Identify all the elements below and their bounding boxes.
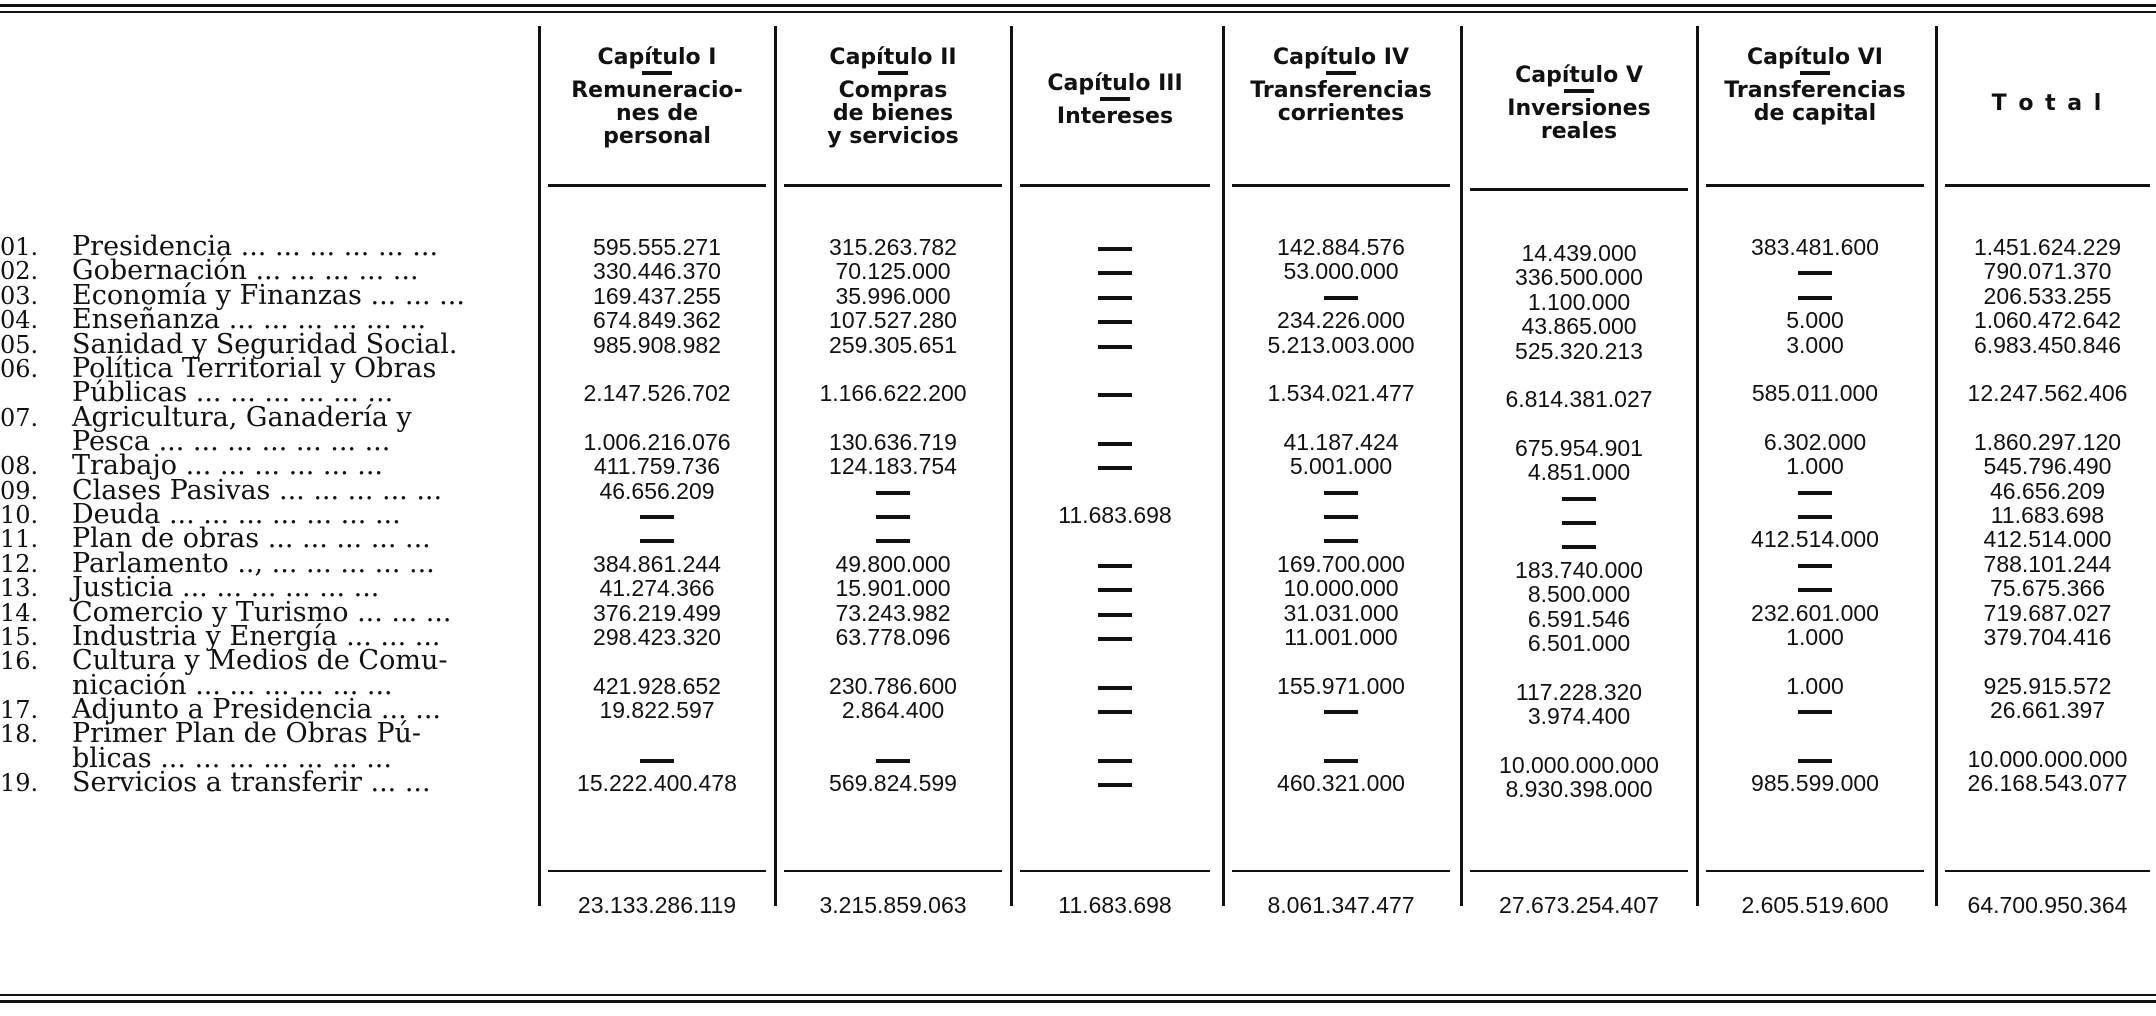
bottom-rule-2 <box>0 1000 2156 1003</box>
table-cell: 31.031.000 <box>1283 599 1399 626</box>
row-code: 03. <box>0 281 39 310</box>
table-cell: 383.481.600 <box>1751 234 1879 260</box>
dash-mark <box>1798 759 1832 763</box>
row-code: 08. <box>0 452 39 481</box>
dash-mark <box>1798 564 1832 568</box>
table-cell: 330.446.370 <box>593 258 721 285</box>
table-cell <box>1020 330 1210 360</box>
table-cell <box>1232 695 1450 725</box>
table-cell: 1.166.622.200 <box>819 380 967 407</box>
header-underline <box>1945 184 2150 187</box>
header-underline <box>548 184 766 187</box>
table-cell: 53.000.000 <box>1283 258 1399 285</box>
column-divider <box>774 26 777 906</box>
header-underline <box>1020 184 1210 187</box>
column-header <box>548 46 766 148</box>
column-header-title: Capítulo VI <box>1747 45 1883 70</box>
dash-mark <box>1098 296 1132 300</box>
dash-mark <box>876 515 910 519</box>
table-cell: 3.974.400 <box>1527 703 1631 729</box>
header-dash <box>878 71 908 75</box>
column-header-subtitle: Remuneracio- <box>571 78 743 103</box>
dash-mark <box>1798 296 1832 300</box>
column-divider <box>1010 26 1013 906</box>
table-cell: 6.501.000 <box>1527 630 1631 656</box>
row-code: 17. <box>0 696 39 724</box>
dash-mark <box>1324 539 1358 543</box>
table-cell: 12.247.562.406 <box>1967 380 2128 407</box>
dash-mark <box>640 515 674 519</box>
row-label: Parlamento .., ... ... ... ... ... <box>72 547 435 579</box>
column-header-total: T o t a l <box>1991 91 2104 116</box>
table-cell: 1.000 <box>1786 672 1844 699</box>
table-cell: 2.147.526.702 <box>583 380 731 407</box>
dash-mark <box>1798 271 1832 275</box>
table-cell: 41.274.366 <box>599 575 715 602</box>
dash-mark <box>1098 247 1132 251</box>
dash-mark <box>1098 320 1132 324</box>
dash-mark <box>1798 710 1832 714</box>
table-cell: 26.168.543.077 <box>1967 770 2128 796</box>
row-label: Pesca ... ... ... ... ... ... ... <box>72 425 391 457</box>
table-cell: 1.860.297.120 <box>1973 428 2122 455</box>
row-label: Públicas ... ... ... ... ... ... <box>72 377 394 409</box>
row-code: 09. <box>0 476 39 505</box>
row-label: Cultura y Medios de Comu- <box>72 645 448 677</box>
table-cell: 595.555.271 <box>593 234 721 260</box>
table-cell: 169.437.255 <box>593 282 721 309</box>
table-cell: 674.849.362 <box>593 307 721 334</box>
table-cell: 19.822.597 <box>599 697 715 723</box>
row-code: 12. <box>0 549 39 578</box>
dash-mark <box>1098 588 1132 592</box>
table-cell: 376.219.499 <box>593 599 721 626</box>
totals-rule <box>1945 870 2150 872</box>
table-cell: 73.243.982 <box>835 599 951 626</box>
dash-mark <box>876 491 910 495</box>
table-cell: 6.591.546 <box>1527 605 1631 632</box>
column-header-title: Capítulo II <box>829 45 957 70</box>
table-cell: 230.786.600 <box>829 672 957 699</box>
table-cell: 63.778.096 <box>835 624 951 650</box>
table-cell: 6.983.450.846 <box>1973 331 2122 358</box>
table-cell: 6.814.381.027 <box>1505 386 1653 413</box>
dash-mark <box>1098 710 1132 714</box>
totals-cell: 23.133.286.119 <box>577 892 737 918</box>
totals-rule <box>784 870 1002 872</box>
dash-mark <box>1098 637 1132 641</box>
column-header-title: Capítulo I <box>597 45 717 70</box>
header-underline <box>1232 184 1450 187</box>
table-cell: 1.006.216.076 <box>583 428 731 455</box>
dash-mark <box>876 759 910 763</box>
table-cell <box>1020 695 1210 725</box>
dash-mark <box>1098 442 1132 446</box>
column-divider <box>538 26 541 906</box>
row-code: 18. <box>0 720 39 749</box>
table-cell: 411.759.736 <box>593 453 721 480</box>
dash-mark <box>1562 521 1596 525</box>
table-cell: 183.740.000 <box>1515 556 1643 583</box>
table-cell: 719.687.027 <box>1983 599 2112 626</box>
column-divider <box>1935 26 1938 906</box>
table-cell: 10.000.000 <box>1283 575 1399 602</box>
dash-mark <box>1562 497 1596 501</box>
table-cell: 46.656.209 <box>599 477 715 504</box>
table-cell: 11.001.000 <box>1284 624 1398 650</box>
column-header-subtitle: Transferencias <box>1250 78 1432 103</box>
row-label: Presidencia ... ... ... ... ... ... <box>72 231 439 262</box>
column-divider <box>1460 26 1463 906</box>
table-cell: 1.000 <box>1786 624 1844 650</box>
column-header <box>1020 72 1210 128</box>
dash-mark <box>1098 686 1132 690</box>
dash-mark <box>640 539 674 543</box>
table-cell: 5.213.003.000 <box>1267 331 1415 358</box>
dash-mark <box>1798 588 1832 592</box>
table-cell: 43.865.000 <box>1521 313 1637 340</box>
dash-mark <box>1798 491 1832 495</box>
table-cell: 2.864.400 <box>841 697 945 723</box>
row-label: Plan de obras ... ... ... ... ... <box>72 523 431 555</box>
header-dash <box>642 71 672 75</box>
dash-mark <box>1098 759 1132 763</box>
table-cell: 421.928.652 <box>593 672 721 699</box>
table-cell: 5.000 <box>1786 307 1844 334</box>
row-label: Servicios a transferir ... ... <box>72 767 431 798</box>
column-header-subtitle: Inversiones <box>1507 96 1651 121</box>
dash-mark <box>1098 783 1132 787</box>
table-cell: 11.683.698 <box>1990 502 2105 528</box>
row-code: 13. <box>0 574 39 603</box>
table-cell: 124.183.754 <box>829 453 957 480</box>
table-cell: 3.000 <box>1786 331 1844 358</box>
table-cell: 569.824.599 <box>829 770 957 796</box>
row-code: 04. <box>0 306 39 335</box>
table-cell: 206.533.255 <box>1983 282 2112 309</box>
row-code: 02. <box>0 257 39 286</box>
dash-mark <box>640 759 674 763</box>
table-cell: 234.226.000 <box>1277 307 1405 334</box>
row-label: Primer Plan de Obras Pú- <box>72 718 422 750</box>
table-cell: 1.060.472.642 <box>1973 307 2122 334</box>
bottom-rule <box>0 994 2156 996</box>
dash-mark <box>1324 515 1358 519</box>
dash-mark <box>1324 710 1358 714</box>
column-header-subtitle: nes de <box>615 101 698 126</box>
row-code: 16. <box>0 647 39 676</box>
table-cell: 70.125.000 <box>835 258 951 285</box>
column-divider <box>1696 26 1699 906</box>
header-dash <box>1326 71 1356 75</box>
row-label: Clases Pasivas ... ... ... ... ... <box>72 474 443 506</box>
table-cell: 130.636.719 <box>829 428 957 455</box>
totals-rule <box>1020 870 1210 872</box>
row-label: Agricultura, Ganadería y <box>72 401 412 433</box>
table-cell: 315.263.782 <box>829 234 957 260</box>
column-header-subtitle: personal <box>603 124 711 149</box>
dash-mark <box>1098 466 1132 470</box>
table-cell: 5.001.000 <box>1289 453 1393 480</box>
dash-mark <box>1324 759 1358 763</box>
table-cell: 675.954.901 <box>1515 434 1643 461</box>
row-label: Política Territorial y Obras <box>72 353 437 384</box>
table-cell: 26.661.397 <box>1989 697 2106 723</box>
table-cell: 169.700.000 <box>1277 550 1405 577</box>
dash-mark <box>1098 345 1132 349</box>
column-header-subtitle: y servicios <box>827 124 959 149</box>
table-cell: 41.187.424 <box>1283 428 1399 455</box>
table-cell: 925.915.572 <box>1983 672 2112 699</box>
table-cell: 985.599.000 <box>1751 770 1879 796</box>
totals-rule <box>1232 870 1450 872</box>
table-cell: 1.000 <box>1786 453 1844 480</box>
row-code: 01. <box>0 233 39 261</box>
table-cell: 985.908.982 <box>593 331 721 358</box>
table-cell: 545.796.490 <box>1983 453 2112 480</box>
table-cell: 790.071.370 <box>1983 258 2112 285</box>
totals-cell: 64.700.950.364 <box>1967 892 2128 918</box>
table-cell <box>1706 695 1924 725</box>
row-label: Gobernación ... ... ... ... ... <box>72 255 419 287</box>
row-code: 05. <box>0 330 39 359</box>
top-rule <box>0 4 2156 7</box>
header-dash <box>1564 89 1594 93</box>
table-cell: 14.439.000 <box>1521 240 1637 266</box>
column-header-subtitle: Transferencias <box>1724 78 1906 103</box>
totals-cell: 3.215.859.063 <box>819 892 967 918</box>
dash-mark <box>1098 271 1132 275</box>
table-cell: 336.500.000 <box>1515 264 1643 291</box>
totals-cell: 27.673.254.407 <box>1499 892 1659 918</box>
table-cell: 15.901.000 <box>835 575 951 602</box>
table-cell: 35.996.000 <box>835 282 951 309</box>
row-label: Deuda ... ... ... ... ... ... ... <box>72 499 401 530</box>
top-rule-2 <box>0 11 2156 13</box>
dash-mark <box>1324 491 1358 495</box>
dash-mark <box>876 539 910 543</box>
row-label: Trabajo ... ... ... ... ... ... <box>72 450 384 482</box>
header-dash <box>1100 97 1130 101</box>
row-label: nicación ... ... ... ... ... ... <box>72 669 393 701</box>
column-header-subtitle: corrientes <box>1277 101 1405 126</box>
table-cell: 1.534.021.477 <box>1267 380 1415 407</box>
totals-rule <box>1706 870 1924 872</box>
table-cell: 15.222.400.478 <box>577 770 737 796</box>
table-cell: 8.500.000 <box>1527 581 1631 608</box>
header-dash <box>1800 71 1830 75</box>
table-cell: 117.228.320 <box>1515 678 1643 705</box>
column-header-title: Capítulo IV <box>1273 45 1409 70</box>
column-header-subtitle: Intereses <box>1056 104 1174 129</box>
column-header <box>1470 64 1688 143</box>
column-header <box>784 46 1002 148</box>
table-cell: 142.884.576 <box>1277 234 1405 260</box>
dash-mark <box>1098 613 1132 617</box>
totals-cell: 2.605.519.600 <box>1741 892 1889 918</box>
table-cell <box>1020 768 1210 798</box>
table-cell: 379.704.416 <box>1983 624 2112 650</box>
row-label: Comercio y Turismo ... ... ... <box>72 596 452 628</box>
row-label: Adjunto a Presidencia ... ... <box>72 694 442 725</box>
table-cell: 460.321.000 <box>1277 770 1405 796</box>
row-code: 15. <box>0 623 39 651</box>
table-cell: 107.527.280 <box>829 307 957 334</box>
table-cell: 412.514.000 <box>1751 526 1879 553</box>
row-code: 11. <box>0 525 39 554</box>
table-cell: 4.851.000 <box>1527 459 1631 486</box>
table-cell: 384.861.244 <box>593 550 721 577</box>
column-divider <box>1222 26 1225 906</box>
table-cell: 232.601.000 <box>1751 599 1879 626</box>
table-cell: 259.305.651 <box>829 331 957 358</box>
totals-rule <box>1470 870 1688 872</box>
table-cell: 11.683.698 <box>1058 502 1172 528</box>
table-cell: 525.320.213 <box>1515 337 1643 364</box>
totals-cell: 11.683.698 <box>1058 892 1172 918</box>
row-code: 19. <box>0 769 39 797</box>
header-underline <box>1470 188 1688 191</box>
header-underline <box>1706 184 1924 187</box>
header-underline <box>784 184 1002 187</box>
table-cell: 10.000.000.000 <box>1499 751 1659 778</box>
row-label: Sanidad y Seguridad Social. <box>72 328 458 360</box>
dash-mark <box>1098 564 1132 568</box>
column-header-title: Capítulo III <box>1047 71 1183 96</box>
table-cell <box>1020 451 1210 481</box>
dash-mark <box>1324 296 1358 300</box>
table-cell: 155.971.000 <box>1277 672 1405 699</box>
table-cell: 1.451.624.229 <box>1973 234 2122 260</box>
table-cell <box>1020 622 1210 652</box>
column-header-subtitle: de capital <box>1753 101 1877 126</box>
row-code: 10. <box>0 501 39 529</box>
table-cell: 788.101.244 <box>1983 550 2112 577</box>
column-header-subtitle: Compras <box>838 78 948 103</box>
table-cell: 10.000.000.000 <box>1967 745 2128 772</box>
table-cell: 412.514.000 <box>1983 526 2112 553</box>
row-label: Economía y Finanzas ... ... ... <box>72 279 465 311</box>
column-header <box>1706 46 1924 125</box>
dash-mark <box>1798 515 1832 519</box>
table-cell: 46.656.209 <box>1989 477 2106 504</box>
table-cell: 298.423.320 <box>593 624 721 650</box>
row-code: 07. <box>0 403 39 432</box>
table-cell <box>1020 378 1210 408</box>
table-cell: 75.675.366 <box>1989 575 2106 602</box>
table-cell: 49.800.000 <box>835 550 951 577</box>
row-label: blicas ... ... ... ... ... ... ... <box>72 742 392 774</box>
row-label: Industria y Energía ... ... ... <box>72 621 441 652</box>
row-label: Justicia ... ... ... ... ... ... <box>72 572 380 604</box>
column-header-subtitle: reales <box>1540 119 1618 144</box>
totals-cell: 8.061.347.477 <box>1267 892 1415 918</box>
dash-mark <box>1562 545 1596 549</box>
row-code: 06. <box>0 355 39 383</box>
table-cell: 585.011.000 <box>1751 380 1879 407</box>
column-header-title: Capítulo V <box>1515 63 1643 88</box>
row-code: 14. <box>0 598 39 627</box>
table-cell: 8.930.398.000 <box>1505 776 1653 802</box>
dash-mark <box>1098 393 1132 397</box>
row-label: Enseñanza ... ... ... ... ... ... <box>72 304 427 336</box>
column-header-subtitle: de bienes <box>832 101 954 126</box>
column-header <box>1232 46 1450 125</box>
table-cell: 6.302.000 <box>1763 428 1867 455</box>
table-cell: 1.100.000 <box>1527 288 1631 315</box>
totals-rule <box>548 870 766 872</box>
